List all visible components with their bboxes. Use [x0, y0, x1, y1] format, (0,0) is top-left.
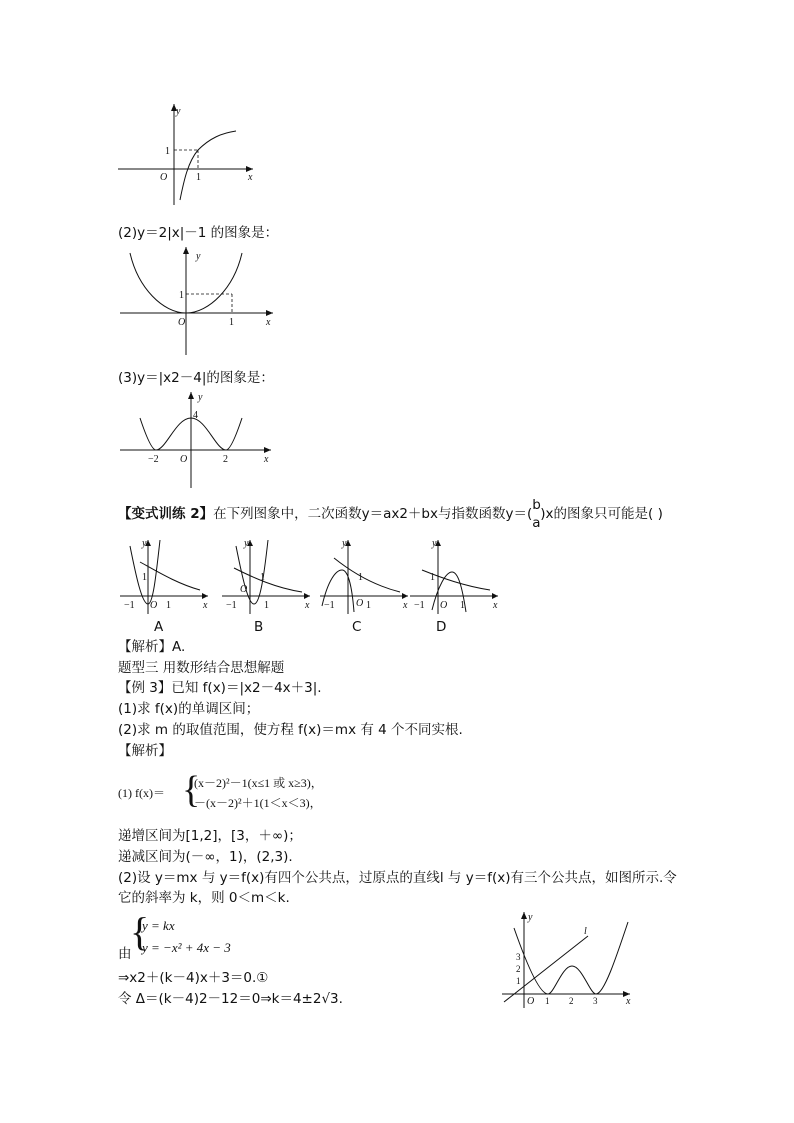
- system-prefix: 由: [118, 946, 132, 962]
- piecewise-prefix: (1) f(x)＝: [118, 786, 165, 800]
- graph-log-curve: [118, 100, 258, 210]
- x-label: x: [203, 600, 208, 611]
- origin-label: O: [240, 584, 248, 595]
- system-eq-1: y = kx: [142, 918, 175, 933]
- option-label-c: C: [352, 619, 362, 635]
- variant-text-b: )x的图象只可能是( ): [540, 506, 663, 522]
- tick-x-2: 2: [223, 454, 228, 465]
- left-brace: {: [182, 769, 201, 811]
- tick-y-4: 4: [193, 410, 198, 421]
- option-graph-d: [408, 536, 500, 616]
- x-label: x: [248, 172, 253, 183]
- topic-3-heading: 题型三 用数形结合思想解题: [118, 660, 285, 676]
- question-1: (1)求 f(x)的单调区间；: [118, 701, 260, 717]
- part-2-text-a: (2)设 y＝mx 与 y＝f(x)有四个公共点，过原点的直线l 与 y＝f(x)有三个公共点，如图所示.令: [118, 870, 677, 886]
- part-2-text-b: 它的斜率为 k，则 0＜m＜k.: [118, 890, 290, 906]
- exponential-curve: [334, 558, 400, 592]
- fraction-numerator: b: [532, 497, 541, 513]
- origin-label: O: [178, 317, 186, 328]
- tick-x-1: 1: [229, 317, 234, 328]
- fraction-denominator: a: [532, 515, 541, 531]
- tick-x-3: 3: [593, 996, 598, 1006]
- y-label: y: [432, 538, 437, 549]
- variant-text-a: 在下列图象中，二次函数y＝ax2＋bx与指数函数y＝(: [213, 506, 533, 522]
- graph-abs-quadratic-line: [500, 908, 640, 1008]
- variant-bracket: 【变式训练 2】: [118, 506, 214, 522]
- question-2: (2)求 m 的取值范围，使方程 f(x)＝mx 有 4 个不同实根.: [118, 722, 463, 738]
- system-eq-2: y = −x² + 4x − 3: [142, 940, 231, 955]
- tick-y-3: 3: [516, 952, 521, 962]
- option-label-b: B: [254, 619, 264, 635]
- tick-x-1: 1: [366, 600, 371, 611]
- origin-label: O: [356, 598, 364, 609]
- tick-x-2: 2: [569, 996, 574, 1006]
- y-label: y: [342, 538, 347, 549]
- tick-neg1: −1: [324, 600, 335, 611]
- tick-neg1: −1: [414, 600, 425, 611]
- tick-y-1: 1: [165, 146, 170, 157]
- y-label: y: [244, 538, 249, 549]
- piecewise-case-2: －(x－2)²＋1(1＜x＜3)，: [194, 796, 322, 810]
- y-label: y: [196, 251, 201, 262]
- graph-abs-exp: [118, 243, 278, 358]
- option-label-d: D: [436, 619, 447, 635]
- tick-neg1: −1: [226, 600, 237, 611]
- increasing-intervals: 递增区间为[1,2]，[3，＋∞)；: [118, 828, 302, 844]
- option-graph-a: [118, 536, 210, 616]
- item-3-text: (3)y＝|x2－4|的图象是：: [118, 370, 274, 386]
- line-label: l: [584, 926, 587, 937]
- discriminant: 令 Δ＝(k－4)2－12＝0⇒k＝4±2√3.: [118, 991, 343, 1007]
- system-brace: {: [130, 909, 150, 954]
- x-label: x: [305, 600, 310, 611]
- tick-y-1: 1: [179, 290, 184, 301]
- tick-x-1: 1: [166, 600, 171, 611]
- tick-neg1: −1: [124, 600, 135, 611]
- origin-label: O: [150, 600, 158, 611]
- origin-label: O: [527, 996, 535, 1007]
- option-graph-b: [220, 536, 312, 616]
- item-2-text: (2)y＝2|x|－1 的图象是：: [118, 225, 279, 241]
- analysis-answer: 【解析】A.: [118, 639, 186, 655]
- variant-question: [118, 497, 663, 531]
- x-label: x: [403, 600, 408, 611]
- log-curve: [180, 131, 236, 200]
- decreasing-intervals: 递减区间为(－∞，1)，(2,3).: [118, 849, 293, 865]
- derived-equation: ⇒x2＋(k－4)x＋3＝0.①: [118, 970, 269, 986]
- piecewise-case-1: (x－2)²－1(x≤1 或 x≥3)，: [194, 776, 323, 790]
- tick-x-1: 1: [460, 600, 465, 611]
- x-label: x: [264, 454, 269, 465]
- tick-y-1: 1: [260, 572, 265, 583]
- tick-y-1: 1: [358, 572, 363, 583]
- tick-y-1: 1: [142, 572, 147, 583]
- y-label: y: [142, 538, 147, 549]
- y-label: y: [198, 392, 203, 403]
- tick-x-neg2: −2: [148, 454, 159, 465]
- tick-y-2: 2: [516, 964, 521, 974]
- origin-label: O: [440, 600, 448, 611]
- option-graph-c: [318, 536, 410, 616]
- tick-x-1: 1: [196, 172, 201, 183]
- example-3: 【例 3】已知 f(x)＝|x2－4x＋3|.: [118, 680, 322, 696]
- analysis-heading: 【解析】: [118, 743, 172, 759]
- y-label: y: [176, 106, 181, 117]
- option-label-a: A: [154, 619, 164, 635]
- x-label: x: [626, 996, 631, 1007]
- exponential-curve: [140, 562, 200, 590]
- tick-y-1: 1: [430, 572, 435, 583]
- tick-y-1: 1: [516, 976, 521, 986]
- origin-label: O: [180, 454, 188, 465]
- x-label: x: [493, 600, 498, 611]
- tick-x-1: 1: [545, 996, 550, 1006]
- y-label: y: [528, 912, 533, 923]
- tick-x-1: 1: [264, 600, 269, 611]
- graph-abs-quadratic: [118, 388, 278, 488]
- x-label: x: [266, 317, 271, 328]
- abs-quad-curve: [514, 922, 628, 994]
- origin-label: O: [160, 172, 168, 183]
- fraction-b-over-a: [532, 497, 541, 531]
